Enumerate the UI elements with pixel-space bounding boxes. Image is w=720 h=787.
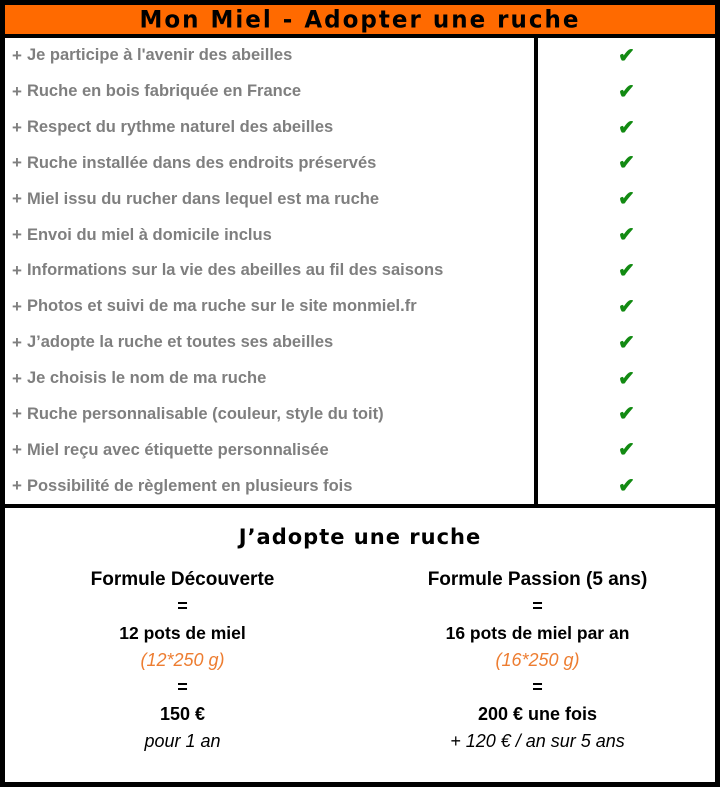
feature-cell [5, 110, 534, 146]
feature-label: Envoi du miel à domicile inclus [26, 225, 272, 244]
equals-sign: = [177, 596, 188, 616]
table-row [5, 432, 715, 468]
check-cell [534, 146, 715, 182]
plan-duration: + 120 € / an sur 5 ans [450, 731, 625, 751]
feature-cell [5, 396, 534, 432]
feature-label: Ruche personnalisable (couleur, style du toit) [26, 404, 384, 423]
plus-icon: + [12, 332, 22, 352]
plus-icon: + [12, 368, 22, 388]
plus-icon: + [12, 476, 22, 496]
check-icon: ✔ [618, 44, 635, 67]
table-row [5, 289, 715, 325]
plus-icon: + [12, 404, 22, 424]
plus-icon: + [12, 45, 22, 65]
table-row [5, 181, 715, 217]
plus-icon: + [12, 440, 22, 460]
feature-cell [5, 38, 534, 74]
check-cell [534, 181, 715, 217]
check-cell [534, 289, 715, 325]
check-cell [534, 217, 715, 253]
feature-cell [5, 253, 534, 289]
plus-icon: + [12, 189, 22, 209]
check-icon: ✔ [618, 188, 635, 211]
feature-cell [5, 289, 534, 325]
check-icon: ✔ [618, 80, 635, 103]
feature-label: Informations sur la vie des abeilles au fil des saisons [26, 261, 444, 280]
feature-cell [5, 325, 534, 361]
offer-section [5, 508, 715, 782]
equals-sign: = [532, 677, 543, 697]
feature-label: Miel reçu avec étiquette personnalisée [26, 440, 329, 459]
check-cell [534, 396, 715, 432]
table-row [5, 253, 715, 289]
check-icon: ✔ [618, 259, 635, 282]
check-icon: ✔ [618, 403, 635, 426]
feature-label: Miel issu du rucher dans lequel est ma ruche [26, 189, 380, 208]
feature-cell [5, 468, 534, 504]
plan-quantity: 16 pots de miel par an [445, 623, 630, 643]
plan-detail: (16*250 g) [495, 650, 580, 670]
plan-duration: pour 1 an [144, 731, 221, 751]
equals-sign: = [532, 596, 543, 616]
check-cell [534, 468, 715, 504]
check-icon: ✔ [618, 331, 635, 354]
header-bar [5, 5, 715, 38]
plus-icon: + [12, 81, 22, 101]
feature-label: Photos et suivi de ma ruche sur le site monmiel.fr [26, 297, 417, 316]
check-icon: ✔ [618, 295, 635, 318]
table-row [5, 325, 715, 361]
table-row [5, 396, 715, 432]
feature-cell [5, 74, 534, 110]
feature-label: Ruche installée dans des endroits préservés [26, 153, 377, 172]
check-cell [534, 38, 715, 74]
table-row [5, 146, 715, 182]
plan-name: Formule Découverte [90, 569, 275, 590]
check-cell [534, 74, 715, 110]
check-cell [534, 253, 715, 289]
feature-cell [5, 217, 534, 253]
feature-cell [5, 361, 534, 397]
plan-name: Formule Passion (5 ans) [427, 569, 648, 590]
offer-title: J’adopte une ruche [238, 525, 482, 549]
check-icon: ✔ [618, 439, 635, 462]
check-icon: ✔ [618, 367, 635, 390]
check-cell [534, 110, 715, 146]
plus-icon: + [12, 225, 22, 245]
check-cell [534, 361, 715, 397]
equals-sign: = [177, 677, 188, 697]
table-row [5, 110, 715, 146]
table-row [5, 38, 715, 74]
plan-column-decouverte [5, 566, 360, 755]
page-title: Mon Miel - Adopter une ruche [139, 5, 581, 34]
feature-label: Respect du rythme naturel des abeilles [26, 118, 334, 137]
plan-price: 150 € [159, 704, 206, 724]
table-row [5, 217, 715, 253]
plan-price: 200 € une fois [477, 704, 598, 724]
feature-cell [5, 181, 534, 217]
plus-icon: + [12, 260, 22, 280]
feature-cell [5, 432, 534, 468]
plan-column-passion [360, 566, 715, 755]
table-row [5, 74, 715, 110]
features-table [5, 38, 715, 508]
plus-icon: + [12, 296, 22, 316]
check-icon: ✔ [618, 224, 635, 247]
plan-quantity: 12 pots de miel [119, 623, 246, 643]
plan-detail: (12*250 g) [140, 650, 225, 670]
feature-label: J’adopte la ruche et toutes ses abeilles [26, 333, 334, 352]
plans-row [5, 566, 715, 755]
table-row [5, 361, 715, 397]
feature-label: Je choisis le nom de ma ruche [26, 369, 267, 388]
check-cell [534, 325, 715, 361]
feature-label: Ruche en bois fabriquée en France [26, 82, 302, 101]
check-cell [534, 432, 715, 468]
plus-icon: + [12, 117, 22, 137]
check-icon: ✔ [618, 116, 635, 139]
check-icon: ✔ [618, 152, 635, 175]
feature-label: Je participe à l'avenir des abeilles [26, 46, 293, 65]
feature-cell [5, 146, 534, 182]
feature-label: Possibilité de règlement en plusieurs fois [26, 476, 353, 495]
check-icon: ✔ [618, 475, 635, 498]
table-row [5, 468, 715, 504]
plus-icon: + [12, 153, 22, 173]
